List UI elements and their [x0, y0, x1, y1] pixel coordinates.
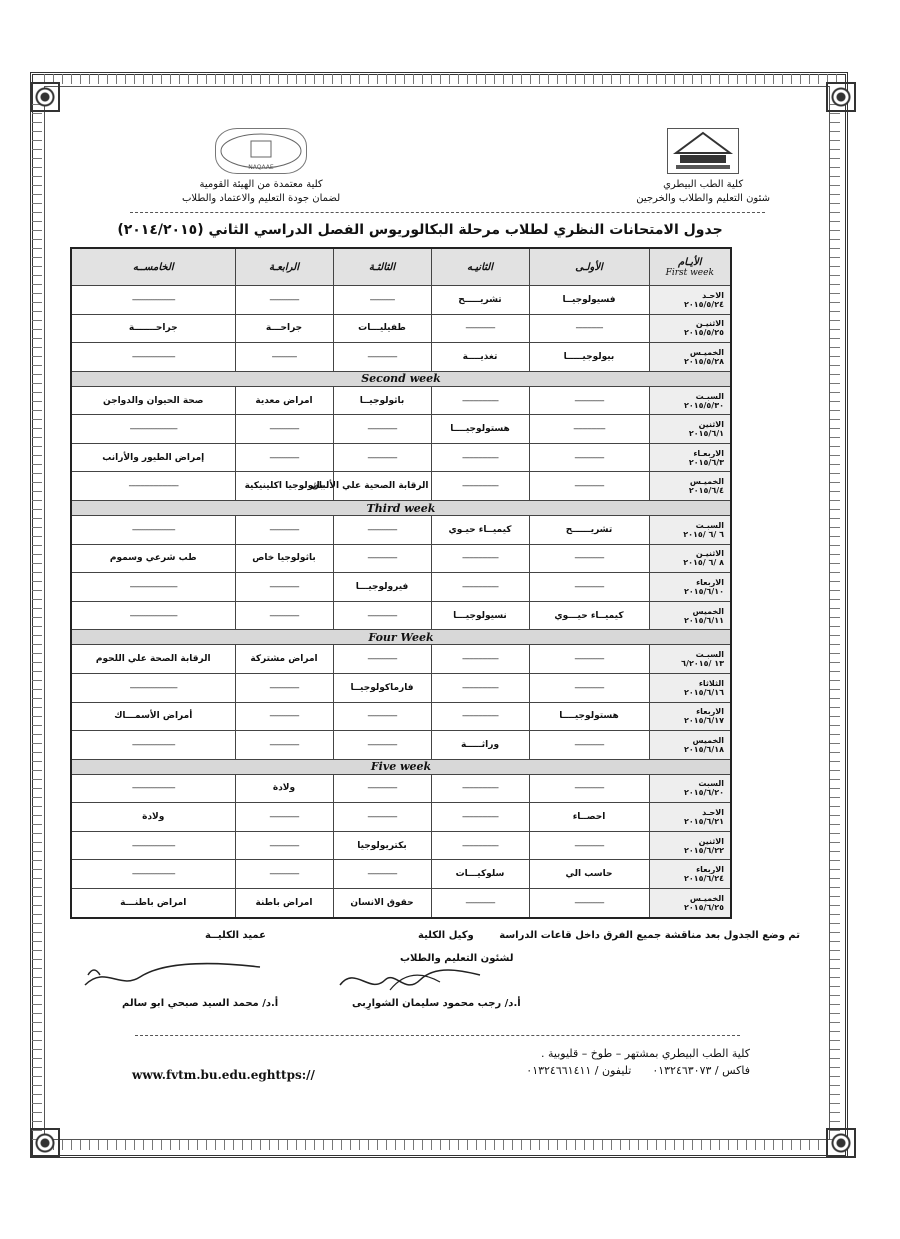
exam-cell: -------------: [235, 573, 333, 602]
exam-cell: ----------------: [431, 803, 529, 832]
day-name: الاربعاء: [696, 865, 724, 875]
exam-cell: -------------: [235, 415, 333, 444]
column-header: [431, 248, 529, 286]
table-row: [71, 645, 731, 674]
column-header-label: الأيـام: [678, 256, 702, 268]
vice-dean-title: وكيل الكلية: [418, 930, 474, 941]
table-row: [71, 673, 731, 702]
exam-schedule-table: [70, 247, 732, 919]
table-row: [71, 286, 731, 315]
exam-cell: إمراض الطيور والأرانب: [71, 443, 235, 472]
exam-cell: ------------: [529, 314, 649, 343]
exam-cell: باثولوجيــا: [333, 386, 431, 415]
day-date: ٢٠١٥/٥/٢٥: [683, 328, 724, 338]
exam-cell: الرقابة الصحة علي اللحوم: [71, 645, 235, 674]
svg-text:NAQAAE: NAQAAE: [248, 164, 274, 171]
exam-cell: ----------------------: [71, 472, 235, 501]
exam-cell: -------------: [529, 888, 649, 918]
day-name: الاثنيـن: [695, 319, 724, 329]
table-header-row: [71, 248, 731, 286]
exam-cell: امراض مشتركة: [235, 645, 333, 674]
day-cell: [649, 443, 731, 472]
exam-cell: -------------: [235, 860, 333, 889]
column-header-label: الثانيـه: [467, 261, 493, 273]
corner-ornament-bottom-left: [30, 1128, 60, 1158]
footer-url[interactable]: www.fvtm.bu.edu.eghttps://: [132, 1068, 315, 1082]
day-name: الاربعاء: [696, 707, 724, 717]
exam-cell: -------------: [529, 673, 649, 702]
exam-cell: ---------------------: [71, 673, 235, 702]
day-name: السبـت: [695, 391, 724, 401]
day-cell: [649, 888, 731, 918]
day-cell: [649, 803, 731, 832]
exam-cell: -------------: [235, 803, 333, 832]
header-divider: [130, 212, 765, 213]
exam-cell: ----------------: [431, 443, 529, 472]
border-pattern-top: [44, 74, 844, 84]
day-date: ٢٠١٥/٦/٣: [688, 457, 724, 467]
exam-cell: امراض باطنة: [235, 888, 333, 918]
border-pattern-right: [830, 100, 840, 1140]
week-label: Third week: [71, 501, 731, 516]
exam-cell: -------------: [529, 443, 649, 472]
corner-ornament-bottom-right: [826, 1128, 856, 1158]
exam-cell: ----------------: [431, 645, 529, 674]
exam-cell: -------------: [235, 516, 333, 545]
exam-cell: -------------: [333, 343, 431, 372]
day-cell: [649, 673, 731, 702]
exam-cell: ---------------------: [71, 601, 235, 630]
table-row: [71, 831, 731, 860]
day-name: الخميـس: [689, 893, 724, 903]
exam-cell: ----------------: [431, 544, 529, 573]
table-row: [71, 774, 731, 803]
day-date: ٢٠١٥/٦/١٠: [683, 586, 724, 596]
day-cell: [649, 731, 731, 760]
day-cell: [649, 702, 731, 731]
exam-cell: ----------------: [431, 831, 529, 860]
footer-divider: [135, 1035, 740, 1036]
exam-cell: -------------: [333, 774, 431, 803]
exam-cell: -------------: [333, 443, 431, 472]
exam-cell: وراثـــــة: [431, 731, 529, 760]
accreditation-line-2: لضمان جودة التعليم والاعتماد والطلاب: [182, 193, 341, 204]
column-header-label: الثالثـة: [368, 261, 396, 273]
day-date: ٢٠١٥/٦/٢٤: [683, 874, 724, 884]
exam-cell: باثولوجيا اكلينيكية: [235, 472, 333, 501]
table-row: [71, 702, 731, 731]
exam-cell: -------------: [333, 516, 431, 545]
exam-cell: -------------: [333, 544, 431, 573]
day-cell: [649, 386, 731, 415]
day-cell: [649, 415, 731, 444]
exam-cell: ----------------: [431, 774, 529, 803]
column-header-label: الأولـى: [575, 261, 603, 273]
exam-cell: -------------: [431, 314, 529, 343]
day-cell: [649, 601, 731, 630]
day-date: ٢٠١٥/٦/٤: [688, 486, 724, 496]
day-date: ٢٠١٥/٦/٢١: [683, 817, 724, 827]
exam-cell: ----------------: [431, 673, 529, 702]
exam-cell: هستولوجيــــا: [431, 415, 529, 444]
exam-cell: -------------: [235, 731, 333, 760]
day-cell: [649, 645, 731, 674]
day-cell: [649, 831, 731, 860]
footer-phone: تليفون / ٠١٣٢٤٦٦١٤١١: [526, 1064, 632, 1077]
vice-dean-subtitle: لشئون التعليم والطلاب: [400, 953, 514, 964]
table-row: [71, 803, 731, 832]
day-cell: [649, 774, 731, 803]
day-name: السبـت: [695, 520, 724, 530]
dean-title: عميد الكليــة: [205, 930, 266, 941]
column-header: [71, 248, 235, 286]
exam-cell: ---------------------: [71, 573, 235, 602]
day-date: ١٣ /٦/٢٠١٥: [681, 659, 724, 669]
exam-cell: الرقابة الصحية علي الألبان: [333, 472, 431, 501]
exam-cell: طفيليـــات: [333, 314, 431, 343]
column-header-label: الخامســه: [132, 261, 174, 273]
exam-cell: امراض باطنـــة: [71, 888, 235, 918]
exam-cell: نسيولوجيـــا: [431, 601, 529, 630]
exam-cell: طب شرعي وسموم: [71, 544, 235, 573]
exam-cell: -------------: [529, 472, 649, 501]
day-cell: [649, 472, 731, 501]
column-header: [649, 248, 731, 286]
table-row: [71, 544, 731, 573]
corner-ornament-top-right: [826, 82, 856, 112]
day-date: ٨ /٦ /٢٠١٥: [683, 558, 724, 568]
column-header: [235, 248, 333, 286]
dean-signature: [80, 955, 270, 995]
day-name: السبـت: [695, 650, 724, 660]
exam-cell: باثولوجيا خاص: [235, 544, 333, 573]
exam-cell: -------------------: [71, 731, 235, 760]
border-pattern-bottom: [44, 1140, 844, 1150]
exam-cell: -------------: [529, 386, 649, 415]
exam-cell: -------------------: [71, 516, 235, 545]
day-name: الاحـد: [702, 290, 724, 300]
exam-cell: -------------: [333, 415, 431, 444]
exam-cell: بيولوجيـــــا: [529, 343, 649, 372]
exam-cell: -------------: [333, 645, 431, 674]
exam-cell: ولادة: [71, 803, 235, 832]
exam-cell: -------------: [333, 702, 431, 731]
corner-ornament-top-left: [30, 82, 60, 112]
week-header-row: [71, 630, 731, 645]
day-name: الاربعـاء: [693, 448, 724, 458]
day-cell: [649, 314, 731, 343]
exam-cell: -------------: [235, 601, 333, 630]
naqaae-logo: [215, 128, 307, 174]
table-row: [71, 860, 731, 889]
day-name: الاثنين: [698, 836, 724, 846]
exam-cell: ----------------: [431, 573, 529, 602]
border-pattern-left: [32, 100, 42, 1140]
exam-cell: هستولوجيــــا: [529, 702, 649, 731]
exam-cell: كيميــاء حيـوي: [431, 516, 529, 545]
exam-cell: -------------------: [71, 343, 235, 372]
table-row: [71, 314, 731, 343]
exam-cell: بكتريولوجيا: [333, 831, 431, 860]
schedule-note: تم وضع الجدول بعد مناقشة جميع الفرق داخل قاعات الدراسة: [499, 930, 800, 941]
accreditation-line-1: كلية معتمدة من الهيئة القومية: [199, 179, 323, 190]
day-date: ٢٠١٥/٦/٢٥: [683, 902, 724, 912]
dean-name: أ.د/ محمد السيد صبحي ابو سالم: [122, 998, 279, 1009]
exam-cell: سلوكيـــات: [431, 860, 529, 889]
page-title: جدول الامتحانات النظري لطلاب مرحلة البكالوريوس الفصل الدراسي الثاني (٢٠١٤/٢٠١٥): [117, 222, 723, 238]
table-row: [71, 601, 731, 630]
exam-cell: ---------------------: [71, 415, 235, 444]
exam-cell: فيرولوجيـــا: [333, 573, 431, 602]
exam-cell: احصــاء: [529, 803, 649, 832]
exam-cell: جراحـــــــة: [71, 314, 235, 343]
day-date: ٢٠١٥/٦/٢٢: [683, 845, 724, 855]
day-name: الاثنين: [698, 420, 724, 430]
column-header: [333, 248, 431, 286]
exam-cell: -------------: [235, 443, 333, 472]
exam-cell: -------------: [529, 731, 649, 760]
day-date: ٢٠١٥/٥/٣٠: [683, 400, 724, 410]
day-date: ٢٠١٥/٦/١٧: [683, 716, 724, 726]
exam-cell: امراض معدية: [235, 386, 333, 415]
exam-cell: -------------: [333, 601, 431, 630]
exam-cell: أمراض الأسمـــاك: [71, 702, 235, 731]
exam-cell: كيميــاء حيـــوي: [529, 601, 649, 630]
week-label: Four Week: [71, 630, 731, 645]
week-header-row: [71, 501, 731, 516]
vice-dean-signature: [330, 955, 510, 1000]
day-date: ٢٠١٥/٦/٢٠: [683, 788, 724, 798]
exam-cell: -------------: [529, 831, 649, 860]
exam-cell: ----------------: [431, 386, 529, 415]
exam-cell: -------------: [235, 673, 333, 702]
exam-cell: صحة الحيوان والدواجن: [71, 386, 235, 415]
table-row: [71, 888, 731, 918]
exam-cell: --------------: [529, 415, 649, 444]
footer-address-block: [526, 1045, 750, 1079]
day-name: الاربعاء: [696, 577, 724, 587]
exam-cell: -------------------: [71, 860, 235, 889]
footer-address: كلية الطب البيطري بمشتهر – طوخ – قليوبية .: [541, 1047, 750, 1060]
exam-cell: -------------: [431, 888, 529, 918]
exam-cell: فارماكولوجيــا: [333, 673, 431, 702]
exam-cell: -------------: [529, 645, 649, 674]
exam-cell: -------------: [529, 774, 649, 803]
day-cell: [649, 544, 731, 573]
day-cell: [649, 343, 731, 372]
exam-cell: -------------------: [71, 831, 235, 860]
first-week-label: First week: [665, 267, 714, 278]
day-name: الخميس: [692, 735, 724, 745]
day-name: الاثنيـن: [695, 549, 724, 559]
table-row: [71, 415, 731, 444]
day-date: ٦ /٦ /٢٠١٥: [683, 529, 724, 539]
day-name: الخميـس: [689, 347, 724, 357]
day-name: الخميس: [692, 606, 724, 616]
exam-cell: -------------: [235, 702, 333, 731]
column-header: [529, 248, 649, 286]
exam-cell: حقوق الانسان: [333, 888, 431, 918]
department-name: شئون التعليم والطلاب والخرجين: [636, 193, 770, 204]
week-label: Second week: [71, 371, 731, 386]
exam-cell: -------------: [529, 544, 649, 573]
exam-cell: ولادة: [235, 774, 333, 803]
day-name: الخميـس: [689, 477, 724, 487]
exam-cell: جراحـــة: [235, 314, 333, 343]
exam-cell: -------------: [333, 803, 431, 832]
table-row: [71, 443, 731, 472]
table-row: [71, 343, 731, 372]
exam-cell: -------------: [235, 831, 333, 860]
exam-cell: -------------------: [71, 286, 235, 315]
exam-cell: -------------------: [71, 774, 235, 803]
exam-cell: تغذيــــة: [431, 343, 529, 372]
exam-cell: -------------: [235, 286, 333, 315]
day-date: ٢٠١٥/٦/١١: [683, 615, 724, 625]
day-name: الاحـد: [702, 808, 724, 818]
faculty-header: [636, 128, 770, 206]
day-cell: [649, 573, 731, 602]
day-date: ٢٠١٥/٦/١٦: [683, 687, 724, 697]
accreditation-header: [182, 128, 340, 206]
week-label: Five week: [71, 759, 731, 774]
week-header-row: [71, 371, 731, 386]
university-logo: [667, 128, 739, 174]
day-name: الثلاثاء: [698, 678, 724, 688]
exam-cell: -------------: [529, 573, 649, 602]
vice-dean-name: أ.د/ رجب محمود سليمان الشوارِبى: [352, 998, 521, 1009]
exam-cell: -----------: [333, 286, 431, 315]
day-cell: [649, 286, 731, 315]
column-header-label: الرابعـة: [268, 261, 300, 273]
table-row: [71, 386, 731, 415]
exam-cell: ----------------: [431, 702, 529, 731]
day-name: السبت: [698, 779, 724, 789]
exam-cell: -------------: [333, 731, 431, 760]
table-row: [71, 573, 731, 602]
week-header-row: [71, 759, 731, 774]
exam-cell: تشريـــــح: [431, 286, 529, 315]
exam-cell: -----------: [235, 343, 333, 372]
day-date: ٢٠١٥/٦/١: [688, 429, 724, 439]
footer-fax: فاكس / ٠١٣٢٤٦٣٠٧٣: [652, 1064, 750, 1077]
table-row: [71, 731, 731, 760]
exam-cell: ----------------: [431, 472, 529, 501]
table-row: [71, 516, 731, 545]
exam-cell: حاسب الي: [529, 860, 649, 889]
faculty-name: كلية الطب البيطري: [663, 179, 744, 190]
exam-cell: فسيولوجيــا: [529, 286, 649, 315]
table-row: [71, 472, 731, 501]
day-date: ٢٠١٥/٦/١٨: [683, 744, 724, 754]
day-date: ٢٠١٥/٥/٢٨: [683, 356, 724, 366]
day-date: ٢٠١٥/٥/٢٤: [683, 299, 724, 309]
day-cell: [649, 516, 731, 545]
exam-cell: تشريــــــح: [529, 516, 649, 545]
exam-cell: -------------: [333, 860, 431, 889]
day-cell: [649, 860, 731, 889]
